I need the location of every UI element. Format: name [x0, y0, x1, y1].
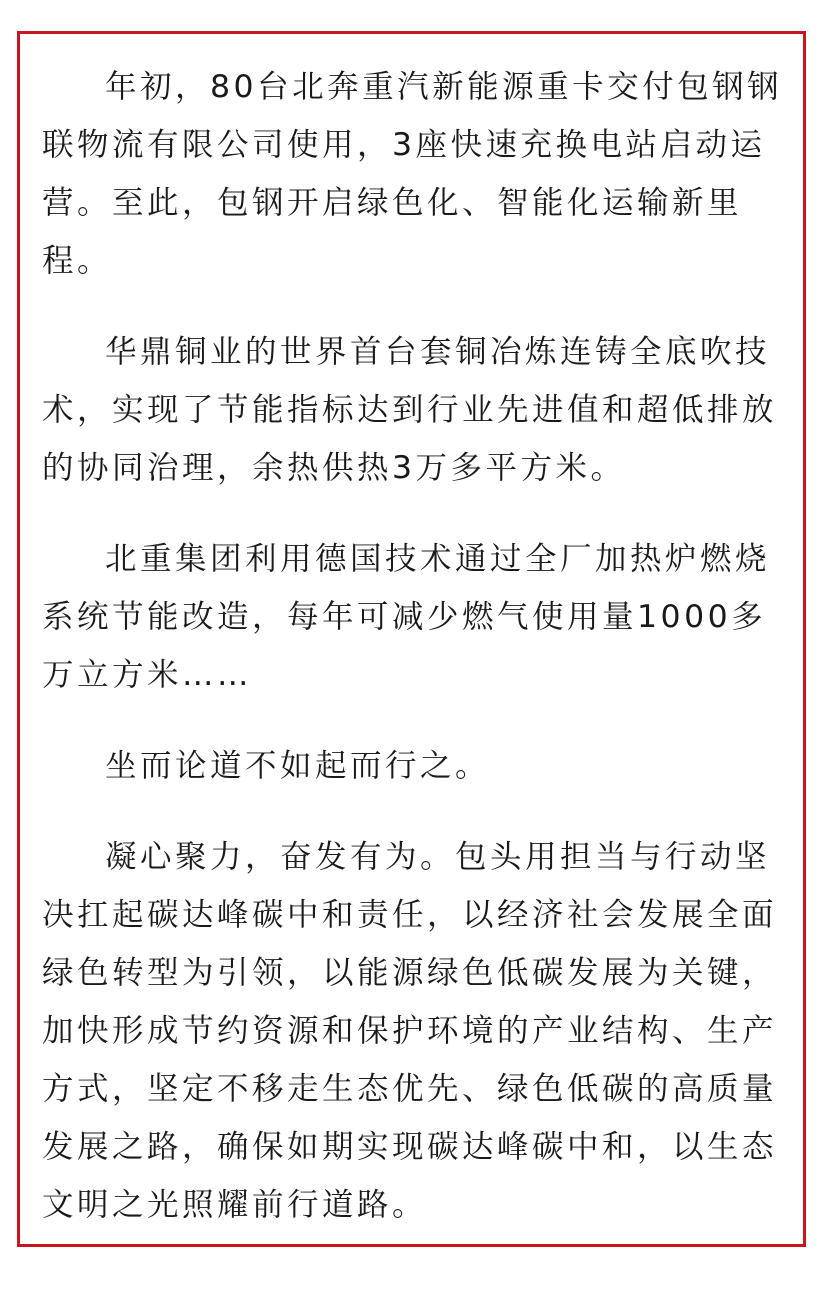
paragraph-baotou-steel: 年初，80台北奔重汽新能源重卡交付包钢钢联物流有限公司使用，3座快速充换电站启动运营。至此，包钢开启绿色化、智能化运输新里程。 [42, 69, 783, 279]
paragraph-conclusion: 凝心聚力，奋发有为。包头用担当与行动坚决扛起碳达峰碳中和责任，以经济社会发展全面绿色转型为引领，以能源绿色低碳发展为关键，加快形成节约资源和保护环境的产业结构、生产方式，坚定不移走生态优先、绿色低碳的高质量发展之路，确保如期实现碳达峰碳中和，以生态文明之光照耀前行道路。 [42, 839, 778, 1223]
paragraph-action-statement: 坐而论道不如起而行之。 [105, 748, 491, 784]
paragraph-huading-copper: 华鼎铜业的世界首台套铜冶炼连铸全底吹技术，实现了节能指标达到行业先进值和超低排放的协同治理，余热供热3万多平方米。 [42, 334, 778, 486]
paragraph-beizhong-group: 北重集团利用德国技术通过全厂加热炉燃烧系统节能改造，每年可减少燃气使用量1000多万立方米…… [42, 541, 771, 693]
article-body [42, 58, 784, 1267]
